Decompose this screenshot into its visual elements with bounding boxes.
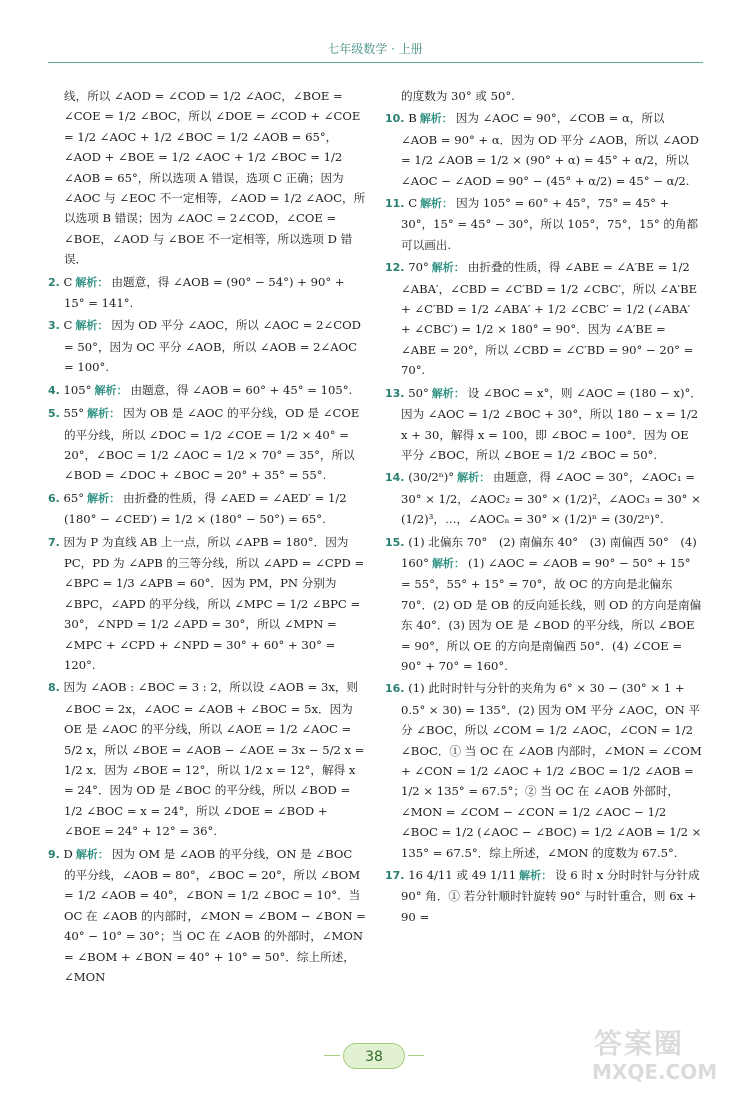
page-header-title: 七年级数学 · 上册 xyxy=(327,42,423,56)
jiexi-label: 解析： xyxy=(420,197,454,211)
item-text: 设 6 时 x 分时时针与分针成 90° 角．① 若分针顺时针旋转 90° 与时针重合，则 6x + 90 = xyxy=(401,868,700,924)
left-column xyxy=(48,86,366,1036)
item-answer: 105° xyxy=(63,382,92,397)
jiexi-label: 解析： xyxy=(75,275,109,289)
watermark-cn: 答案圈 xyxy=(594,1027,685,1060)
answer-item xyxy=(48,844,366,988)
jiexi-label: 解析： xyxy=(419,112,453,126)
answer-item xyxy=(385,257,703,380)
item-answer: C xyxy=(63,274,73,289)
item-text: 因为 OD 平分 ∠AOC，所以 ∠AOC = 2∠COD = 50°，因为 OC 平分 ∠AOB，所以 ∠AOB = 2∠AOC = 100°. xyxy=(64,318,361,375)
jiexi-label: 解析： xyxy=(75,319,109,333)
answer-item xyxy=(385,865,703,927)
answer-item xyxy=(48,380,366,401)
item-number: 8. xyxy=(48,681,60,695)
item-text: 因为 OM 是 ∠AOB 的平分线，ON 是 ∠BOC 的平分线，∠AOB = 80°，∠BOC = 20°，所以 ∠BOM = 1/2 ∠AOB = 40°，∠BON = 1/2 ∠BOC = 10°．当 OC 在 ∠AOB 的内部时，∠MON = ∠BOM − ∠BON = 40° − 10° = 30°；当 OC 在 ∠AOB 的外部时，∠MON = ∠BOM + ∠BON = 40° + 10° = 50°．综上所述，∠MON xyxy=(64,846,366,985)
watermark-en: MXQE.COM xyxy=(592,1060,718,1084)
answer-item xyxy=(48,488,366,530)
item-answer: (1) 北偏东 70° (2) 南偏东 40° (3) 南偏西 50° (4) 160° xyxy=(401,534,697,570)
answer-item xyxy=(48,532,366,676)
item-number: 12. xyxy=(385,261,405,275)
answer-item xyxy=(385,678,703,863)
item-text: 因为 105° = 60° + 45°，75° = 45° + 30°，15° = 45° − 30°，所以 105°，75°，15° 的角都可以画出. xyxy=(401,196,699,252)
jiexi-label: 解析： xyxy=(519,869,553,883)
jiexi-label: 解析： xyxy=(431,261,465,275)
header-divider xyxy=(48,62,703,63)
item-number: 2. xyxy=(48,275,60,289)
item-answer: 55° xyxy=(63,406,85,421)
jiexi-label: 解析： xyxy=(87,491,121,505)
item-text: (1) 此时时针与分针的夹角为 6° × 30 − (30° × 1 + 0.5° × 30) = 135°．(2) 因为 OM 平分 ∠AOC，ON 平分 ∠BOC，所以 ∠COM = 1/2 ∠AOC，∠CON = 1/2 ∠BOC．① 当 OC 在 ∠AOB 内部时，∠MON = ∠COM + ∠CON = 1/2 ∠AOC + 1/2 ∠BOC = 1/2 ∠AOB = 1/2 × 135° = 67.5°；② 当 OC 在 ∠AOB 外部时，∠MON = ∠COM − ∠CON = 1/2 ∠AOC − 1/2 ∠BOC = 1/2 (∠AOC − ∠BOC) = 1/2 ∠AOB = 1/2 × 135° = 67.5°．综上所述，∠MON 的度数为 67.5°. xyxy=(401,681,702,860)
answer-item xyxy=(48,272,366,314)
item-text: 的度数为 30° 或 50°. xyxy=(401,89,515,103)
item-answer: 70° xyxy=(408,260,429,275)
right-column xyxy=(385,86,703,1036)
item-number: 5. xyxy=(48,407,60,421)
answer-item xyxy=(48,677,366,841)
item-text: 因为 OB 是 ∠AOC 的平分线，OD 是 ∠COE 的平分线，所以 ∠DOC = 1/2 ∠COE = 1/2 × 40° = 20°，∠BOC = 1/2 ∠AOC = 1/2 × 70° = 35°，所以 ∠BOD = ∠DOC + ∠BOC = 20° + 35° = 55°. xyxy=(64,406,360,483)
answer-item xyxy=(385,532,703,677)
item-text: (1) ∠AOC = ∠AOB = 90° − 50° + 15° = 55°，55° + 15° = 70°，故 OC 的方向是北偏东 70°．(2) OD 是 OB 的反向延长线，则 OD 的方向是南偏东 40°．(3) 因为 OE 是 ∠BOD 的平分线，所以 ∠BOE = 90°，所以 OE 的方向是南偏西 50°．(4) ∠COE = 90° + 70° = 160°. xyxy=(401,555,702,673)
jiexi-label: 解析： xyxy=(431,556,465,570)
item-number: 11. xyxy=(385,197,405,211)
item-number: 7. xyxy=(48,535,60,549)
watermark-logo xyxy=(590,1020,730,1092)
page-number: 38 xyxy=(365,1049,383,1065)
item-answer: C xyxy=(63,318,73,333)
page-number-badge xyxy=(343,1043,405,1069)
item-number: 15. xyxy=(385,535,405,549)
item-text: 因为 P 为直线 AB 上一点，所以 ∠APB = 180°．因为 PC，PD 为 ∠APB 的三等分线，所以 ∠APD = ∠CPD = ∠BPC = 1/3 ∠APB = 60°．因为 PM，PN 分别为 ∠BPC，∠APD 的平分线，所以 ∠MPC = 1/2 ∠BPC = 30°，∠NPD = 1/2 ∠APD = 30°，所以 ∠MPN = ∠MPC + ∠CPD + ∠NPD = 30° + 60° + 30° = 120°. xyxy=(63,534,365,672)
answer-item xyxy=(48,86,366,270)
answer-item xyxy=(385,467,703,529)
jiexi-label: 解析： xyxy=(94,383,128,397)
item-text: 因为 ∠AOC = 90°，∠COB = α，所以 ∠AOB = 90° + α．因为 OD 平分 ∠AOB，所以 ∠AOD = 1/2 ∠AOB = 1/2 × (90° + α) = 45° + α/2，所以 ∠AOC − ∠AOD = 90° − (45° + α/2) = 45° − α/2. xyxy=(401,111,699,188)
jiexi-label: 解析： xyxy=(431,386,465,400)
answer-item xyxy=(48,315,366,377)
item-text: 线，所以 ∠AOD = ∠COD = 1/2 ∠AOC，∠BOE = ∠COE = 1/2 ∠BOC，所以 ∠DOE = ∠COD + ∠COE = 1/2 ∠AOC + 1/2 ∠BOC = 1/2 ∠AOB = 65°，∠AOD + ∠BOE = 1/2 ∠AOC + 1/2 ∠BOC = 1/2 ∠AOB = 65°，所以选项 A 错误，选项 C 正确；因为 ∠AOC 与 ∠EOC 不一定相等，∠AOD = 1/2 ∠AOC，所以选项 B 错误；因为 ∠AOC = 2∠COD，∠COE = ∠BOE，∠AOD 与 ∠BOE 不一定相等，所以选项 D 错误． xyxy=(64,89,366,267)
item-answer: D xyxy=(63,846,73,861)
item-text: 设 ∠BOC = x°，则 ∠AOC = (180 − x)°．因为 ∠AOC = 1/2 ∠BOC + 30°，所以 180 − x = 1/2 x + 30，解得 x = 100，即 ∠BOC = 100°．因为 OE 平分 ∠BOC，所以 ∠BOE = 1/2 ∠BOC = 50°. xyxy=(401,385,702,462)
answer-item xyxy=(48,403,366,486)
page-number-deco-left xyxy=(324,1055,340,1056)
item-number: 4. xyxy=(48,383,60,397)
answer-item xyxy=(385,86,703,106)
answer-item xyxy=(385,108,703,191)
jiexi-label: 解析： xyxy=(457,471,491,485)
answer-item xyxy=(385,193,703,255)
item-text: 由题意，得 ∠AOB = (90° − 54°) + 90° + 15° = 141°. xyxy=(64,274,345,311)
item-answer: 16 4/11 或 49 1/11 xyxy=(408,868,517,883)
jiexi-label: 解析： xyxy=(87,407,121,421)
item-number: 13. xyxy=(385,386,405,400)
item-number: 14. xyxy=(385,471,405,485)
item-number: 3. xyxy=(48,319,60,333)
item-text: 由折叠的性质，得 ∠AED = ∠AED′ = 1/2 (180° − ∠CED′) = 1/2 × (180° − 50°) = 65°. xyxy=(64,490,347,527)
item-number: 17. xyxy=(385,869,405,883)
item-answer: B xyxy=(408,111,417,126)
item-number: 6. xyxy=(48,491,60,505)
page-number-deco-right xyxy=(408,1055,424,1056)
item-answer: (30/2ⁿ)° xyxy=(408,470,455,485)
item-answer: C xyxy=(408,196,418,211)
item-number: 9. xyxy=(48,847,60,861)
item-answer: 50° xyxy=(408,385,429,400)
item-number: 10. xyxy=(385,112,405,126)
jiexi-label: 解析： xyxy=(75,847,109,861)
item-text: 由题意，得 ∠AOC = 30°，∠AOC₁ = 30° × 1/2，∠AOC₂ = 30° × (1/2)²，∠AOC₃ = 30° × (1/2)³，…，∠AOCₙ = 30° × (1/2)ⁿ = (30/2ⁿ)°. xyxy=(401,470,701,527)
item-answer: 65° xyxy=(63,490,85,505)
item-text: 由折叠的性质，得 ∠ABE = ∠A′BE = 1/2 ∠ABA′，∠CBD = ∠C′BD = 1/2 ∠CBC′，所以 ∠A′BE + ∠C′BD = 1/2 ∠ABA′ + 1/2 ∠CBC′ = 1/2 (∠ABA′ + ∠CBC′) = 1/2 × 180° = 90°．因为 ∠A′BE = ∠ABE = 20°，所以 ∠CBD = ∠C′BD = 90° − 20° = 70°. xyxy=(401,260,698,378)
item-text: 由题意，得 ∠AOB = 60° + 45° = 105°. xyxy=(130,382,353,397)
item-number: 16. xyxy=(385,682,405,696)
answer-item xyxy=(385,383,703,466)
item-text: 因为 ∠AOB : ∠BOC = 3 : 2，所以设 ∠AOB = 3x，则 ∠BOC = 2x，∠AOC = ∠AOB + ∠BOC = 5x．因为 OE 是 ∠AOC 的平分线，所以 ∠AOE = 1/2 ∠AOC = 5/2 x，所以 ∠BOE = ∠AOB − ∠AOE = 3x − 5/2 x = 1/2 x．因为 ∠BOE = 12°，所以 1/2 x = 12°，解得 x = 24°．因为 OD 是 ∠BOC 的平分线，所以 ∠BOD = 1/2 ∠BOC = x = 24°，所以 ∠DOE = ∠BOD + ∠BOE = 24° + 12° = 36°. xyxy=(63,680,365,839)
